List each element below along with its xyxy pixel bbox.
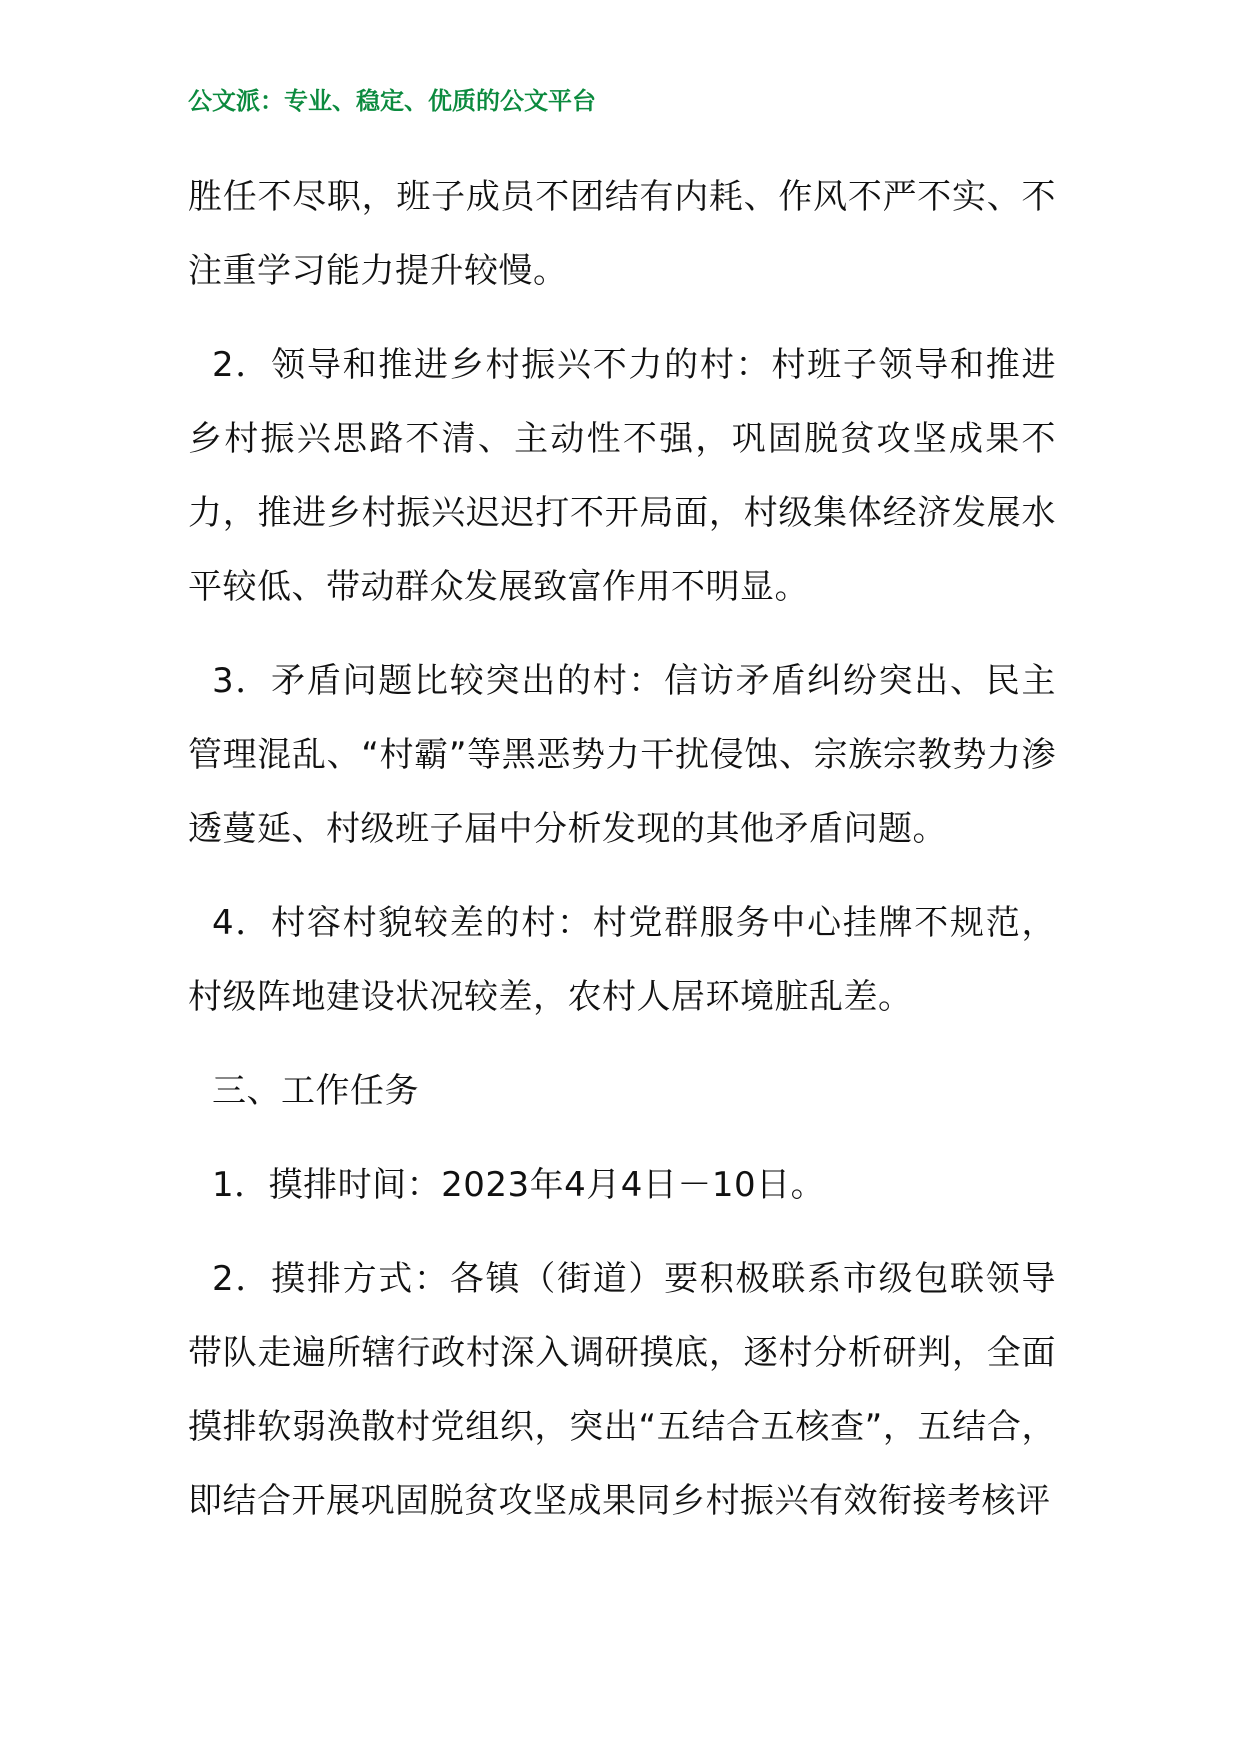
document-header: 公文派：专业、稳定、优质的公文平台	[188, 87, 596, 115]
paragraph-continuation: 胜任不尽职，班子成员不团结有内耗、作风不严不实、不注重学习能力提升较慢。	[188, 177, 1056, 291]
paragraph-item-4-village-appearance: 4．村容村貌较差的村：村党群服务中心挂牌不规范，村级阵地建设状况较差，农村人居环境脏乱差。	[188, 903, 1056, 1017]
document-body	[188, 160, 1056, 1558]
paragraph-task-1-time: 1．摸排时间：2023年4月4日－10日。	[212, 1165, 826, 1205]
paragraph-item-2-rural-revitalization: 2．领导和推进乡村振兴不力的村：村班子领导和推进乡村振兴思路不清、主动性不强，巩固脱贫攻坚成果不力，推进乡村振兴迟迟打不开局面，村级集体经济发展水平较低、带动群众发展致富作用不明显。	[188, 345, 1056, 607]
paragraph-task-2-method: 2．摸排方式：各镇（街道）要积极联系市级包联领导带队走遍所辖行政村深入调研摸底，逐村分析研判，全面摸排软弱涣散村党组织，突出“五结合五核查”，五结合，即结合开展巩固脱贫攻坚成果同乡村振兴有效衔接考核评	[188, 1259, 1056, 1521]
paragraph-item-3-conflicts: 3．矛盾问题比较突出的村：信访矛盾纠纷突出、民主管理混乱、“村霸”等黑恶势力干扰侵蚀、宗族宗教势力渗透蔓延、村级班子届中分析发现的其他矛盾问题。	[188, 661, 1056, 849]
section-heading-work-tasks: 三、工作任务	[212, 1071, 419, 1111]
